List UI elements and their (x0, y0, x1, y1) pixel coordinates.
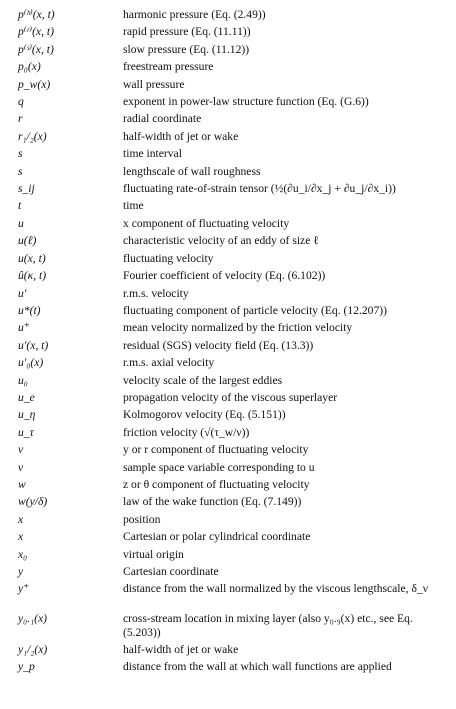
list-item (18, 302, 448, 319)
symbol: r₁/₂(x) (18, 129, 47, 143)
list-item (18, 163, 448, 180)
symbol: t (18, 199, 22, 213)
list-item (18, 511, 448, 528)
symbol: x (18, 512, 24, 526)
symbol: s_ij (18, 182, 35, 196)
description: y or r component of fluctuating velocity (123, 443, 309, 457)
symbol: u_η (18, 408, 36, 422)
list-item (18, 23, 448, 40)
list-item (18, 580, 448, 610)
list-item (18, 337, 448, 354)
symbol: u_τ (18, 425, 34, 439)
list-item (18, 232, 448, 249)
list-item (18, 546, 448, 563)
symbol: y_p (18, 660, 35, 674)
description: r.m.s. velocity (123, 286, 189, 300)
list-item (18, 250, 448, 267)
symbol: u(x, t) (18, 251, 46, 265)
symbol: y (18, 565, 24, 578)
symbol: p_w(x) (18, 77, 51, 91)
list-item (18, 658, 448, 688)
symbol: u⁺ (18, 321, 30, 335)
symbol: p⁽ʳ⁾(x, t) (18, 25, 54, 39)
list-item (18, 406, 448, 423)
list-item (18, 389, 448, 406)
description: fluctuating component of particle velocity (Eq. (12.207)) (123, 303, 387, 317)
list-item (18, 459, 448, 476)
symbol: u₀ (18, 373, 28, 387)
description: fluctuating velocity (123, 251, 214, 265)
list-item (18, 319, 448, 336)
description: freestream pressure (123, 60, 214, 74)
description: wall pressure (123, 77, 185, 91)
list-item (18, 58, 448, 75)
description: friction velocity (√(τ_w/ν)) (123, 425, 250, 439)
symbol: v (18, 443, 24, 457)
symbol: y⁺ (18, 582, 30, 596)
symbol: u′(x, t) (18, 338, 49, 352)
symbol: s (18, 147, 23, 161)
description: virtual origin (123, 547, 184, 561)
list-item (18, 6, 448, 23)
description: z or θ component of fluctuating velocity (123, 477, 310, 491)
list-item (18, 493, 448, 510)
symbol: u_e (18, 390, 35, 404)
list-item (18, 267, 448, 284)
symbol: y₁/₂(x) (18, 642, 48, 656)
description: exponent in power-law structure function (Eq. (G.6)) (123, 95, 369, 109)
symbol: u(ℓ) (18, 234, 37, 248)
description: propagation velocity of the viscous superlayer (123, 390, 338, 404)
list-item (18, 145, 448, 162)
description: position (123, 512, 161, 526)
description: distance from the wall normalized by the viscous lengthscale, δ_ν (123, 582, 428, 596)
list-item (18, 285, 448, 302)
description: time (123, 199, 144, 213)
description: half-width of jet or wake (123, 642, 239, 656)
description: sample space variable corresponding to u (123, 460, 315, 474)
description: Kolmogorov velocity (Eq. (5.151)) (123, 408, 286, 422)
description: Cartesian or polar cylindrical coordinate (123, 530, 311, 544)
symbol: x (18, 530, 24, 544)
description: velocity scale of the largest eddies (123, 373, 283, 387)
symbol: u*(t) (18, 303, 41, 317)
symbol: s (18, 164, 23, 178)
description: lengthscale of wall roughness (123, 164, 261, 178)
description: radial coordinate (123, 112, 202, 126)
list-item (18, 197, 448, 214)
symbol: u′₀(x) (18, 356, 44, 370)
list-item (18, 528, 448, 545)
symbol: x₀ (18, 547, 28, 561)
description: Fourier coefficient of velocity (Eq. (6.102)) (123, 269, 326, 283)
list-item (18, 354, 448, 371)
symbol: p⁽ʰ⁾(x, t) (18, 8, 55, 21)
symbol: u (18, 216, 24, 230)
description: mean velocity normalized by the friction velocity (123, 321, 353, 335)
description: residual (SGS) velocity field (Eq. (13.3)) (123, 338, 314, 352)
description: Cartesian coordinate (123, 565, 219, 578)
description: rapid pressure (Eq. (11.11)) (123, 25, 251, 39)
list-item (18, 641, 448, 658)
description: law of the wake function (Eq. (7.149)) (123, 495, 302, 509)
list-item (18, 441, 448, 458)
symbol: û(κ, t) (18, 269, 47, 283)
list-item (18, 610, 448, 640)
description: half-width of jet or wake (123, 129, 239, 143)
description: fluctuating rate-of-strain tensor (½(∂u_i/∂x_j + ∂u_j/∂x_i)) (123, 182, 396, 196)
symbol: w(y/δ) (18, 495, 48, 509)
list-item (18, 76, 448, 93)
symbol: u′ (18, 286, 27, 300)
list-item (18, 476, 448, 493)
description: characteristic velocity of an eddy of size ℓ (123, 234, 319, 248)
list-item (18, 215, 448, 232)
list-item (18, 424, 448, 441)
symbol: v (18, 460, 24, 474)
list-item (18, 563, 448, 580)
list-item (18, 180, 448, 197)
description: distance from the wall at which wall functions are applied (123, 660, 392, 674)
list-item (18, 372, 448, 389)
symbol: r (18, 112, 23, 126)
symbol: p⁽ˢ⁾(x, t) (18, 42, 54, 56)
list-item (18, 128, 448, 145)
symbol: p₀(x) (18, 60, 41, 74)
symbol-list (18, 6, 448, 688)
description: r.m.s. axial velocity (123, 356, 215, 370)
symbol: q (18, 95, 24, 109)
symbol: w (18, 477, 26, 491)
list-item (18, 41, 448, 58)
description: time interval (123, 147, 182, 161)
description: harmonic pressure (Eq. (2.49)) (123, 8, 266, 21)
description: slow pressure (Eq. (11.12)) (123, 42, 250, 56)
description: cross-stream location in mixing layer (also y₀.₉(x) etc., see Eq. (5.203)) (123, 612, 413, 639)
symbol: y₀.₁(x) (18, 612, 47, 626)
description: x component of fluctuating velocity (123, 216, 290, 230)
list-item (18, 93, 448, 110)
list-item (18, 110, 448, 127)
